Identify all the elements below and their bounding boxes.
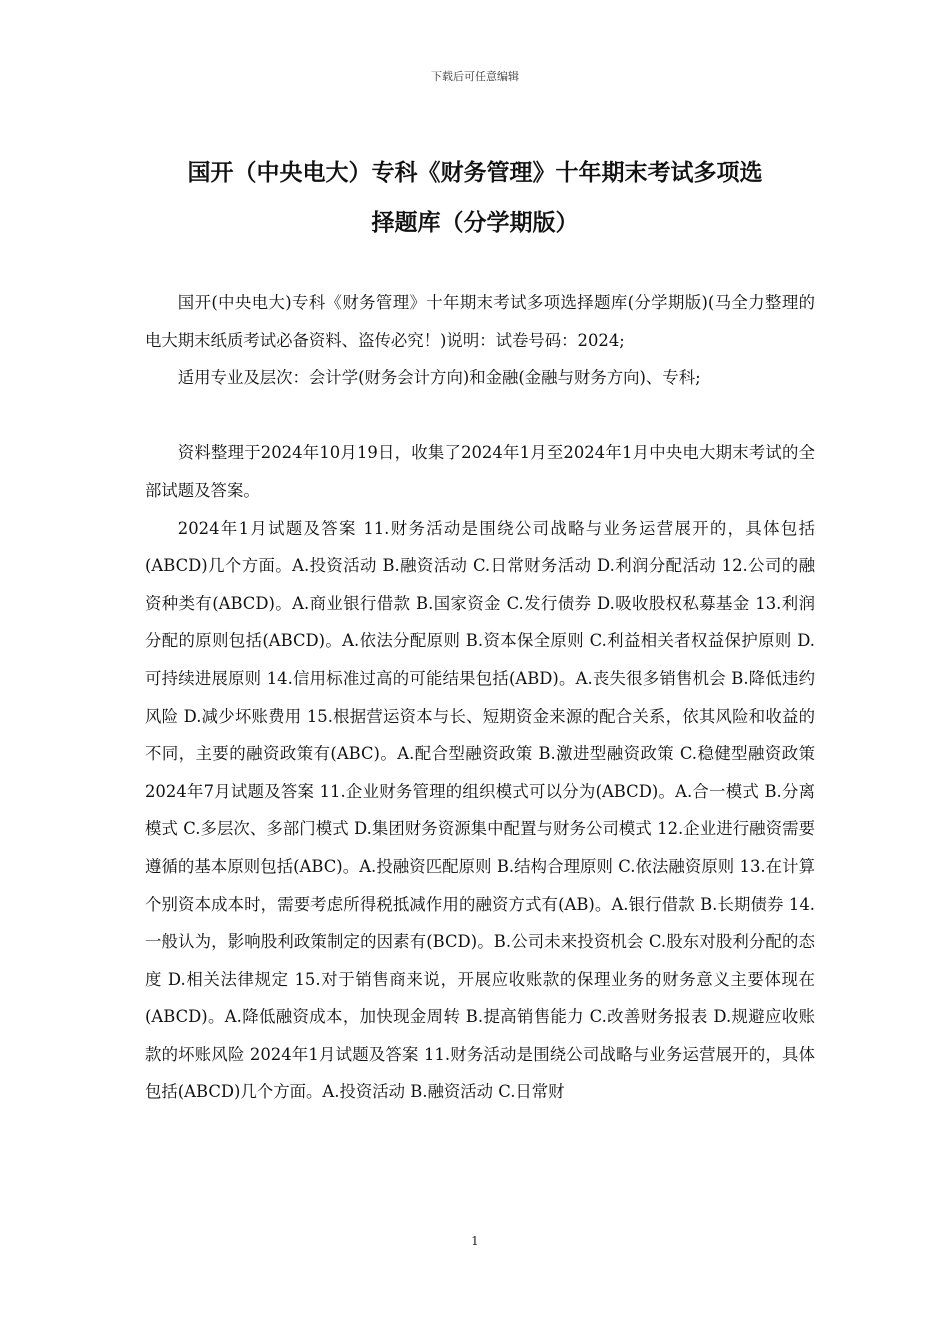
date-paragraph: 资料整理于2024年10月19日，收集了2024年1月至2024年1月中央电大期末考试的全部试题及答案。 <box>145 443 815 500</box>
scope-paragraph: 适用专业及层次：会计学(财务会计方向)和金融(金融与财务方向)、专科; <box>177 368 701 388</box>
title-line-1: 国开（中央电大）专科《财务管理》十年期末考试多项选 <box>187 160 763 186</box>
questions-paragraph: 2024年1月试题及答案 11.财务活动是围绕公司战略与业务运营展开的，具体包括(ABCD)几个方面。A.投资活动 B.融资活动 C.日常财务活动 D.利润分配活动 12.公司的融资种类有(ABCD)。A.商业银行借款 B.国家资金 C.发行债券 D.吸收股权私募基金 13.利润分配的原则包括(ABCD)。A.依法分配原则 B.资本保全原则 C.利益相关者权益保护原则 D.可持续进展原则 14.信用标准过高的可能结果包括(ABD)。A.丧失很多销售机会 B.降低违约风险 D.减少坏账费用 15.根据营运资本与长、短期资金来源的配合关系，依其风险和收益的不同，主要的融资政策有(ABC)。A.配合型融资政策 B.激进型融资政策 C.稳健型融资政策 2024年7月试题及答案 11.企业财务管理的组织模式可以分为(ABCD)。A.合一模式 B.分离模式 C.多层次、多部门模式 D.集团财务资源集中配置与财务公司模式 12.企业进行融资需要遵循的基本原则包括(ABC)。A.投融资匹配原则 B.结构合理原则 C.依法融资原则 13.在计算个别资本成本时，需要考虑所得税抵减作用的融资方式有(AB)。A.银行借款 B.长期债券 14.一般认为，影响股利政策制定的因素有(BCD)。B.公司未来投资机会 C.股东对股利分配的态度 D.相关法律规定 15.对于销售商来说，开展应收账款的保理业务的财务意义主要体现在(ABCD)。A.降低融资成本，加快现金周转 B.提高销售能力 C.改善财务报表 D.规避应收账款的坏账风险 2024年1月试题及答案 11.财务活动是围绕公司战略与业务运营展开的，具体包括(ABCD)几个方面。A.投资活动 B.融资活动 C.日常财 <box>145 518 815 1102</box>
title-line-2: 择题库（分学期版） <box>371 210 579 236</box>
header-note: 下载后可任意编辑 <box>431 70 519 83</box>
document-title <box>140 148 810 248</box>
page-number: 1 <box>471 1234 479 1248</box>
document-body <box>145 284 815 1111</box>
paragraph-gap <box>145 397 815 435</box>
intro-paragraph: 国开(中央电大)专科《财务管理》十年期末考试多项选择题库(分学期版)(马全力整理的电大期末纸质考试必备资料、盗传必究！)说明：试卷号码：2024; <box>145 293 815 350</box>
